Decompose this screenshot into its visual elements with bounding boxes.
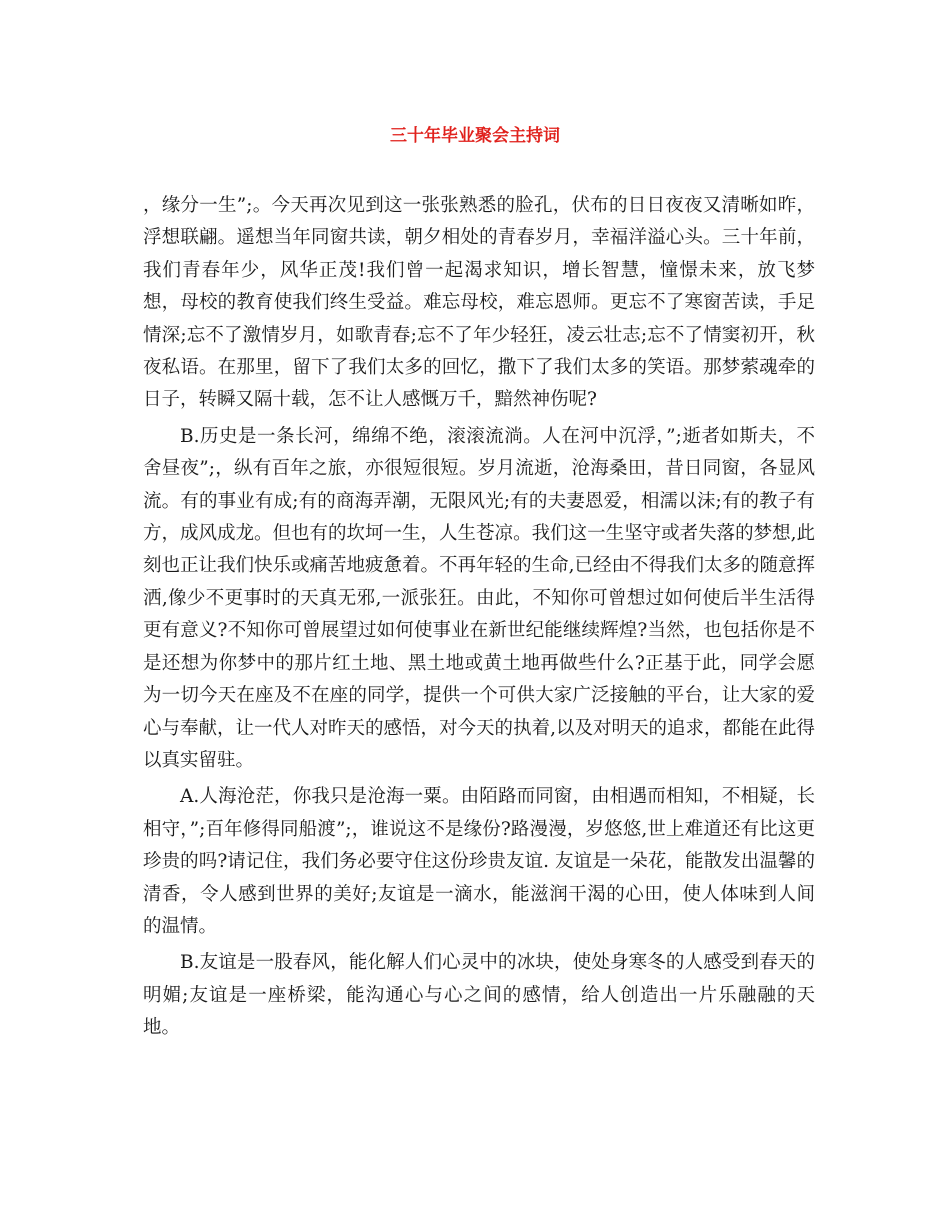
paragraph-1: ，缘分一生”;。今天再次见到这一张张熟悉的脸孔，伏布的日日夜夜又清晰如昨，浮想联翩。遥想当年同窗共读，朝夕相处的青春岁月，幸福洋溢心头。三十年前，我们青春年少，风华正茂!我们曾一起渴求知识，增长智慧，憧憬未来，放飞梦想，母校的教育使我们终生受益。难忘母校，难忘恩师。更忘不了寒窗苦读，手足情深;忘不了激情岁月，如歌青春;忘不了年少轻狂，凌云壮志;忘不了情窦初开，秋夜私语。在那里，留下了我们太多的回忆，撒下了我们太多的笑语。那梦萦魂牵的日子，转瞬又隔十载，怎不让人感慨万千，黯然神伤呢? <box>143 195 815 411</box>
document-body <box>143 190 815 1049</box>
paragraph-4: B.友谊是一股春风，能化解人们心灵中的冰块，使处身寒冬的人感受到春天的明媚;友谊是一座桥梁，能沟通心与心之间的感情，给人创造出一片乐融融的天地。 <box>143 952 815 1039</box>
paragraph-2: B.历史是一条长河，绵绵不绝，滚滚流淌。人在河中沉浮，”;逝者如斯夫，不舍昼夜”;，纵有百年之旅，亦很短很短。岁月流逝，沧海桑田，昔日同窗，各显风流。有的事业有成;有的商海弄潮，无限风光;有的夫妻恩爱，相濡以沫;有的教子有方，成风成龙。但也有的坎坷一生，人生苍凉。我们这一生坚守或者失落的梦想,此刻也正让我们快乐或痛苦地疲惫着。不再年轻的生命,已经由不得我们太多的随意挥洒,像少不更事时的天真无邪,一派张狂。由此，不知你可曾想过如何使后半生活得更有意义?不知你可曾展望过如何使事业在新世纪能继续辉煌?当然，也包括你是不是还想为你梦中的那片红土地、黑土地或黄土地再做些什么?正基于此，同学会愿为一切今天在座及不在座的同学，提供一个可供大家广泛接触的平台，让大家的爱心与奉献，让一代人对昨天的感悟，对今天的执着,以及对明天的追求，都能在此得以真实留驻。 <box>143 425 815 771</box>
document-title: 三十年毕业聚会主持词 <box>390 126 560 146</box>
paragraph-3: A.人海沧茫，你我只是沧海一粟。由陌路而同窗，由相遇而相知，不相疑，长相守，”;百年修得同船渡”;，谁说这不是缘份?路漫漫，岁悠悠,世上难道还有比这更珍贵的吗?请记住，我们务必要守住这份珍贵友谊. 友谊是一朵花，能散发出温馨的清香，令人感到世界的美好;友谊是一滴水，能滋润干渴的心田，使人体味到人间的温情。 <box>143 786 815 937</box>
